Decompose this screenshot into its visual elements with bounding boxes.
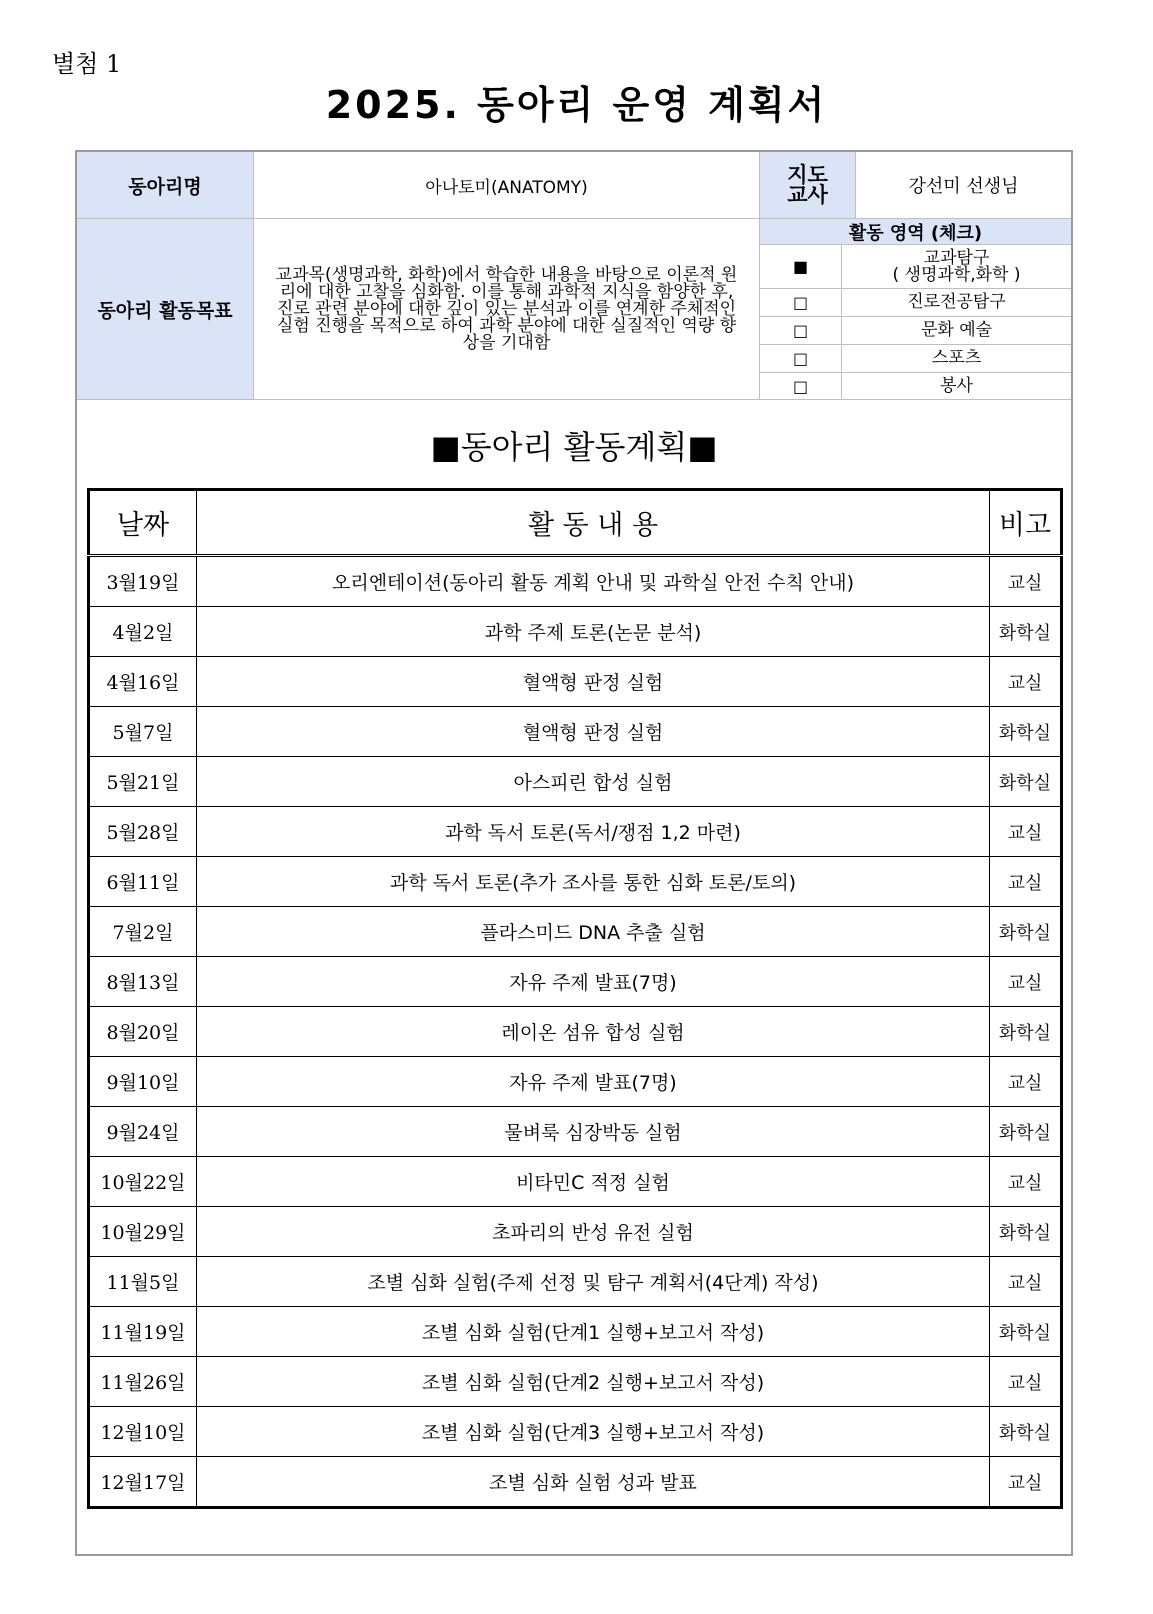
club-name-value: 아나토미(ANATOMY) [253, 152, 759, 218]
note-cell: 화학실 [990, 707, 1062, 757]
date-cell: 6월11일 [89, 857, 197, 907]
activity-cell: 과학 주제 토론(논문 분석) [197, 607, 990, 657]
schedule-row [89, 757, 1062, 807]
activity-cell: 조별 심화 실험(주제 선정 및 탐구 계획서(4단계) 작성) [197, 1257, 990, 1307]
note-cell: 교실 [990, 1257, 1062, 1307]
area-label: 교과탐구 ( 생명과학,화학 ) [892, 247, 1021, 285]
schedule-row [89, 607, 1062, 657]
activity-cell: 오리엔테이션(동아리 활동 계획 안내 및 과학실 안전 수칙 안내) [197, 556, 990, 607]
schedule-row [89, 707, 1062, 757]
date-cell: 4월16일 [89, 657, 197, 707]
note-cell: 화학실 [990, 607, 1062, 657]
page-title: 2025. 동아리 운영 계획서 [325, 83, 828, 127]
activity-cell: 조별 심화 실험(단계1 실행+보고서 작성) [197, 1307, 990, 1357]
checkbox-unchecked[interactable]: □ [760, 345, 842, 372]
goal-label: 동아리 활동목표 [77, 218, 253, 399]
note-cell: 화학실 [990, 1007, 1062, 1057]
area-label: 스포츠 [931, 348, 982, 368]
area-row-subject [760, 244, 1071, 288]
activity-cell: 비타민C 적정 실험 [197, 1157, 990, 1207]
note-cell: 화학실 [990, 757, 1062, 807]
date-cell: 5월21일 [89, 757, 197, 807]
activity-cell: 자유 주제 발표(7명) [197, 957, 990, 1007]
activity-cell: 자유 주제 발표(7명) [197, 1057, 990, 1107]
schedule-row [89, 1307, 1062, 1357]
date-cell: 8월20일 [89, 1007, 197, 1057]
note-cell: 교실 [990, 957, 1062, 1007]
activity-cell: 물벼룩 심장박동 실험 [197, 1107, 990, 1157]
area-row-culture [760, 316, 1071, 344]
area-row-career [760, 288, 1071, 316]
note-cell: 교실 [990, 857, 1062, 907]
plan-title: ■동아리 활동계획■ [430, 428, 718, 466]
activity-cell: 조별 심화 실험(단계3 실행+보고서 작성) [197, 1407, 990, 1457]
schedule-row [89, 1007, 1062, 1057]
date-cell: 9월24일 [89, 1107, 197, 1157]
date-cell: 11월19일 [89, 1307, 197, 1357]
attachment-label: 별첨 1 [52, 50, 122, 78]
activity-area-header: 활동 영역 (체크) [759, 218, 1071, 244]
schedule-row [89, 1257, 1062, 1307]
document-frame [75, 150, 1073, 1556]
area-row-sports [760, 344, 1071, 372]
checkbox-unchecked[interactable]: □ [760, 373, 842, 399]
date-cell: 7월2일 [89, 907, 197, 957]
date-cell: 10월29일 [89, 1207, 197, 1257]
activity-area-list [759, 244, 1071, 399]
activity-cell: 조별 심화 실험 성과 발표 [197, 1457, 990, 1508]
date-cell: 5월7일 [89, 707, 197, 757]
checkbox-unchecked[interactable]: □ [760, 289, 842, 316]
divider [77, 399, 1071, 400]
date-cell: 5월28일 [89, 807, 197, 857]
schedule-table [87, 488, 1063, 1509]
date-cell: 8월13일 [89, 957, 197, 1007]
schedule-row [89, 556, 1062, 607]
date-cell: 10월22일 [89, 1157, 197, 1207]
note-cell: 교실 [990, 807, 1062, 857]
date-cell: 11월26일 [89, 1357, 197, 1407]
activity-cell: 레이온 섬유 합성 실험 [197, 1007, 990, 1057]
goal-text: 교과목(생명과학, 화학)에서 학습한 내용을 바탕으로 이론적 원리에 대한 고찰을 심화함. 이를 통해 과학적 지식을 함양한 후, 진로 관련 분야에 대한 깊이 있는 분석과 이를 연계한 주체적인 실험 진행을 목적으로 하여 과학 분야에 대한 실질적인 역량 향상을 기대함 [253, 218, 759, 399]
club-name-label: 동아리명 [77, 152, 253, 218]
note-column-header: 비고 [990, 490, 1062, 556]
date-cell: 3월19일 [89, 556, 197, 607]
note-cell: 화학실 [990, 1307, 1062, 1357]
schedule-body [89, 556, 1062, 1508]
activity-cell: 과학 독서 토론(추가 조사를 통한 심화 토론/토의) [197, 857, 990, 907]
area-label: 진로전공탐구 [907, 292, 1006, 312]
schedule-row [89, 657, 1062, 707]
activity-cell: 아스피린 합성 실험 [197, 757, 990, 807]
date-cell: 12월17일 [89, 1457, 197, 1508]
note-cell: 화학실 [990, 1207, 1062, 1257]
note-cell: 교실 [990, 1157, 1062, 1207]
date-column-header: 날짜 [89, 490, 197, 556]
activity-cell: 과학 독서 토론(독서/쟁점 1,2 마련) [197, 807, 990, 857]
date-cell: 12월10일 [89, 1407, 197, 1457]
activity-cell: 조별 심화 실험(단계2 실행+보고서 작성) [197, 1357, 990, 1407]
schedule-row [89, 857, 1062, 907]
schedule-row [89, 1157, 1062, 1207]
schedule-row [89, 1357, 1062, 1407]
schedule-row [89, 807, 1062, 857]
schedule-row [89, 1207, 1062, 1257]
activity-cell: 초파리의 반성 유전 실험 [197, 1207, 990, 1257]
activity-column-header: 활 동 내 용 [197, 490, 990, 556]
area-row-volunteer [760, 372, 1071, 399]
activity-cell: 혈액형 판정 실험 [197, 707, 990, 757]
note-cell: 교실 [990, 1457, 1062, 1508]
club-info-table [77, 152, 1071, 407]
advisor-value: 강선미 선생님 [855, 152, 1071, 218]
schedule-row [89, 957, 1062, 1007]
date-cell: 9월10일 [89, 1057, 197, 1107]
schedule-row [89, 1057, 1062, 1107]
checkbox-checked[interactable]: ■ [760, 245, 842, 288]
checkbox-unchecked[interactable]: □ [760, 317, 842, 344]
schedule-row [89, 1407, 1062, 1457]
area-label: 봉사 [940, 375, 973, 396]
note-cell: 화학실 [990, 907, 1062, 957]
date-cell: 4월2일 [89, 607, 197, 657]
schedule-header-row [89, 490, 1062, 556]
note-cell: 교실 [990, 556, 1062, 607]
date-cell: 11월5일 [89, 1257, 197, 1307]
schedule-row [89, 1107, 1062, 1157]
note-cell: 화학실 [990, 1407, 1062, 1457]
schedule-row [89, 1457, 1062, 1508]
note-cell: 교실 [990, 1357, 1062, 1407]
activity-cell: 플라스미드 DNA 추출 실험 [197, 907, 990, 957]
note-cell: 화학실 [990, 1107, 1062, 1157]
advisor-label: 지도 교사 [759, 152, 855, 218]
schedule-row [89, 907, 1062, 957]
area-label: 문화 예술 [920, 320, 993, 340]
note-cell: 교실 [990, 1057, 1062, 1107]
activity-cell: 혈액형 판정 실험 [197, 657, 990, 707]
note-cell: 교실 [990, 657, 1062, 707]
